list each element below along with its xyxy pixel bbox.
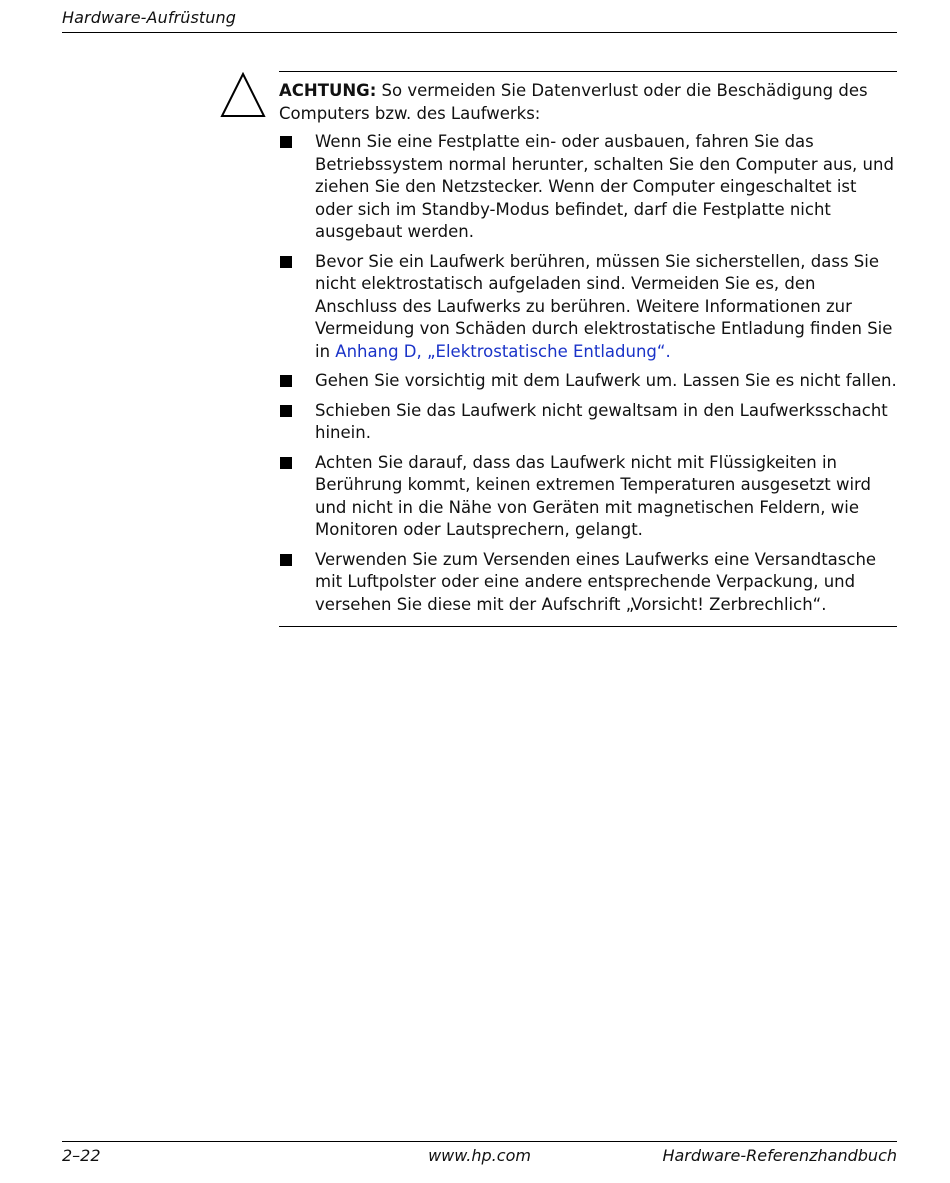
bullet-square — [280, 554, 292, 566]
list-item-text: Verwenden Sie zum Versenden eines Laufwerks eine Versandtasche mit Luftpolster oder eine andere entsprechende Verpackung, und versehen Sie diese mit der Aufschrift „Vorsicht! Zerbrechlich“. — [315, 549, 877, 614]
list-item — [279, 131, 897, 244]
caution-intro-text: So vermeiden Sie Datenverlust oder die Beschädigung des Computers bzw. des Laufwerks: — [279, 81, 868, 123]
caution-label: ACHTUNG: — [279, 81, 377, 100]
list-item-text: Achten Sie darauf, dass das Laufwerk nicht mit Flüssigkeiten in Berührung kommt, keinen extremen Temperaturen ausgesetzt wird und nicht in die Nähe von Geräten mit magnetischen Feldern, wie Monitoren oder Lautsprechern, gelangt. — [315, 452, 872, 539]
bullet-square — [280, 405, 292, 417]
caution-intro — [279, 80, 897, 125]
bullet-square — [280, 136, 292, 148]
appendix-d-link[interactable]: Anhang D, „Elektrostatische Entladung“. — [335, 341, 671, 361]
bullet-square — [280, 256, 292, 268]
list-item — [279, 549, 897, 617]
caution-list — [279, 131, 897, 616]
list-item — [279, 400, 897, 445]
bullet-square — [280, 375, 292, 387]
warning-triangle-icon — [220, 72, 266, 118]
list-item — [279, 370, 897, 393]
page-number: 2–22 — [62, 1146, 101, 1165]
list-item — [279, 452, 897, 542]
list-item — [279, 251, 897, 364]
page-footer — [62, 1141, 897, 1172]
caution-box — [279, 71, 897, 627]
manual-title: Hardware-Referenzhandbuch — [662, 1146, 897, 1165]
footer-url: www.hp.com — [428, 1146, 531, 1165]
list-item-text: Schieben Sie das Laufwerk nicht gewaltsam in den Laufwerksschacht hinein. — [315, 400, 888, 442]
list-item-text: Gehen Sie vorsichtig mit dem Laufwerk um. Lassen Sie es nicht fallen. — [315, 371, 897, 390]
section-title: Hardware-Aufrüstung — [62, 8, 237, 27]
page-header — [62, 6, 897, 33]
bullet-square — [280, 457, 292, 469]
list-item-text: Bevor Sie ein Laufwerk berühren, müssen Sie sicherstellen, dass Sie nicht elektrostatisch aufgeladen sind. Vermeiden Sie es, den Anschluss des Laufwerks zu berühren. Weitere Informationen zur Vermeidung von Schäden durch elektrostatische Entladung finden Sie in — [315, 251, 893, 361]
list-item-text: Wenn Sie eine Festplatte ein- oder ausbauen, fahren Sie das Betriebssystem normal herunter, schalten Sie den Computer aus, und ziehen Sie den Netzstecker. Wenn der Computer eingeschaltet ist oder sich im Standby-Modus befindet, darf die Festplatte nicht ausgebaut werden. — [315, 132, 894, 241]
